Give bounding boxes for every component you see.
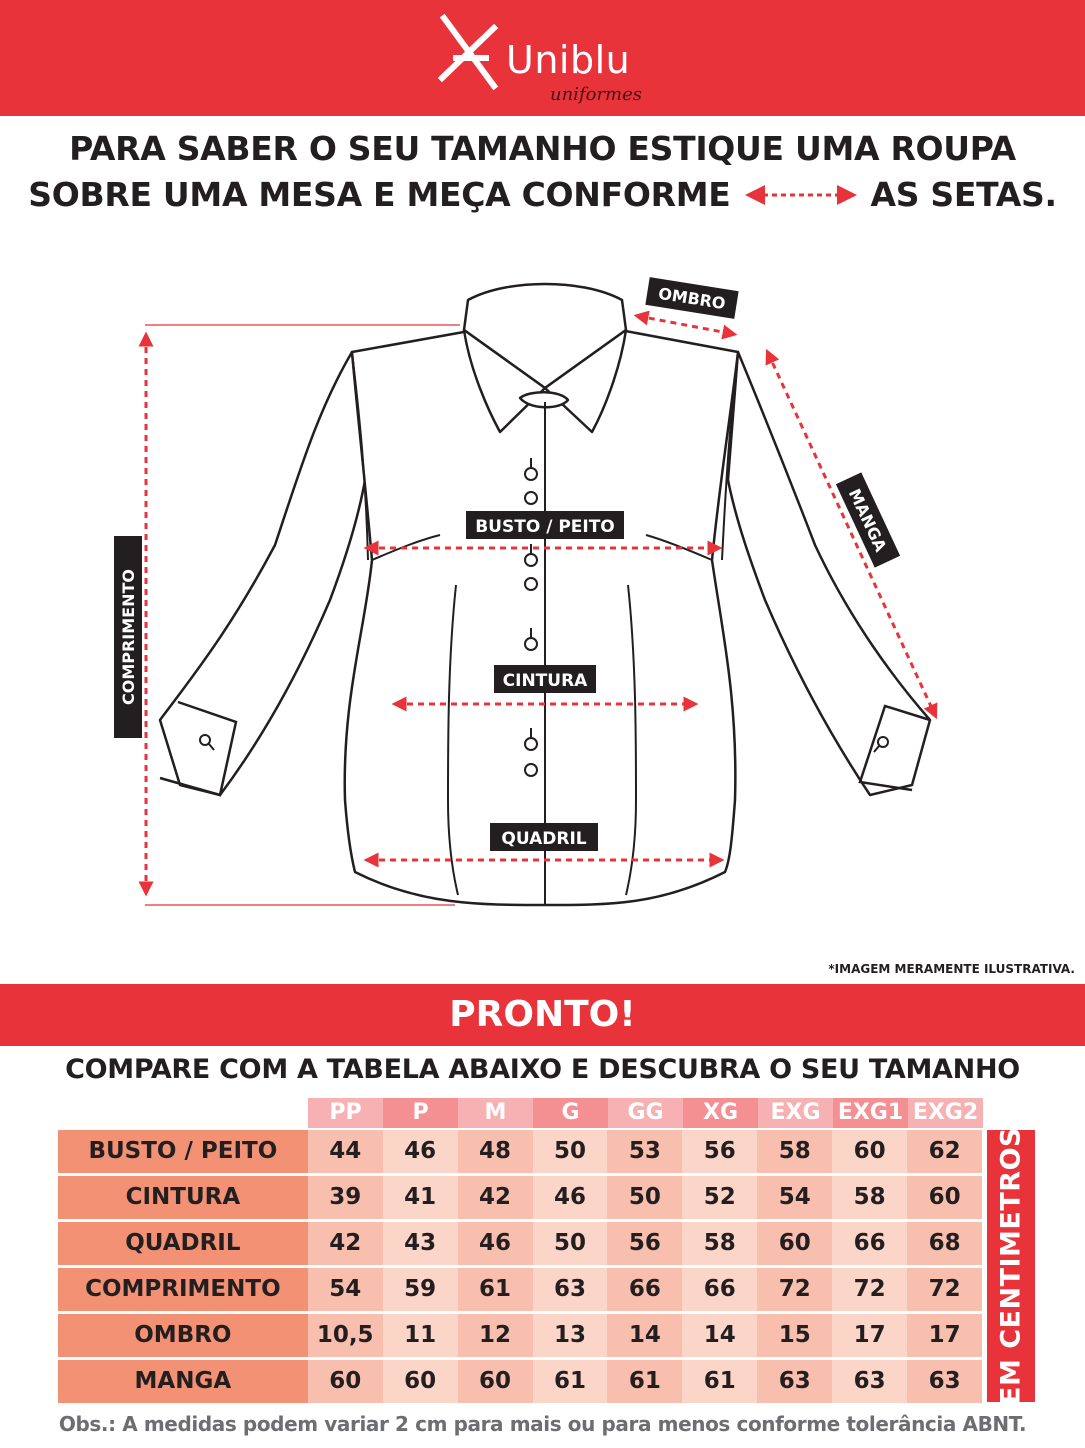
table-cell: 50	[533, 1222, 608, 1265]
table-cell: 63	[533, 1268, 608, 1311]
table-cell: 43	[383, 1222, 458, 1265]
table-cell: 46	[458, 1222, 533, 1265]
table-cell: 68	[907, 1222, 982, 1265]
table-cell: 58	[757, 1130, 832, 1173]
table-cell: 10,5	[308, 1314, 383, 1357]
table-row-manga	[58, 1360, 982, 1403]
table-cell: 60	[757, 1222, 832, 1265]
label-cintura	[494, 665, 596, 693]
size-head-exg1: EXG1	[833, 1098, 908, 1128]
table-cell: 63	[757, 1360, 832, 1403]
table-cell: 62	[907, 1130, 982, 1173]
instructions-line-2-start: SOBRE UMA MESA E MEÇA CONFORME	[28, 175, 731, 214]
table-cell: 60	[383, 1360, 458, 1403]
brand-name: Uniblu	[506, 38, 631, 82]
footnote: Obs.: A medidas podem variar 2 cm para mais ou para menos conforme tolerância ABNT.	[58, 1412, 1027, 1436]
size-header-row	[308, 1098, 983, 1128]
instructions-line-2-end: AS SETAS.	[870, 175, 1057, 214]
double-arrow-icon	[745, 182, 857, 208]
table-cell: 13	[533, 1314, 608, 1357]
row-label: CINTURA	[58, 1176, 308, 1219]
table-cell: 52	[682, 1176, 757, 1219]
table-cell: 66	[607, 1268, 682, 1311]
svg-text:COMPRIMENTO: COMPRIMENTO	[119, 568, 138, 706]
header-bar	[0, 0, 1085, 116]
table-cell: 50	[533, 1130, 608, 1173]
table-row-busto	[58, 1130, 982, 1173]
table-cell: 61	[607, 1360, 682, 1403]
size-head-pp: PP	[308, 1098, 383, 1128]
table-cell: 17	[832, 1314, 907, 1357]
table-cell: 54	[757, 1176, 832, 1219]
table-cell: 39	[308, 1176, 383, 1219]
table-cell: 63	[832, 1360, 907, 1403]
table-cell: 58	[682, 1222, 757, 1265]
svg-text:MANGA: MANGA	[844, 485, 891, 555]
size-head-gg: GG	[608, 1098, 683, 1128]
table-cell: 54	[308, 1268, 383, 1311]
table-cell: 58	[832, 1176, 907, 1219]
table-cell: 60	[832, 1130, 907, 1173]
table-cell: 42	[308, 1222, 383, 1265]
table-cell: 44	[308, 1130, 383, 1173]
table-cell: 66	[682, 1268, 757, 1311]
table-cell: 41	[383, 1176, 458, 1219]
size-head-m: M	[458, 1098, 533, 1128]
table-cell: 17	[907, 1314, 982, 1357]
svg-text:BUSTO / PEITO: BUSTO / PEITO	[475, 517, 615, 537]
instructions	[0, 126, 1085, 218]
size-head-exg2: EXG2	[908, 1098, 983, 1128]
table-cell: 61	[533, 1360, 608, 1403]
table-cell: 61	[682, 1360, 757, 1403]
image-disclaimer: *IMAGEM MERAMENTE ILUSTRATIVA.	[828, 962, 1075, 976]
label-busto	[466, 511, 624, 539]
table-cell: 60	[458, 1360, 533, 1403]
table-cell: 60	[907, 1176, 982, 1219]
table-cell: 12	[458, 1314, 533, 1357]
row-label: MANGA	[58, 1360, 308, 1403]
brand-logo	[436, 8, 676, 108]
table-cell: 14	[682, 1314, 757, 1357]
label-comprimento	[114, 536, 142, 738]
table-row-cintura	[58, 1176, 982, 1219]
table-cell: 60	[308, 1360, 383, 1403]
ombro-arrow	[638, 316, 733, 334]
table-cell: 72	[832, 1268, 907, 1311]
pronto-heading: PRONTO!	[449, 994, 636, 1035]
unit-bar	[987, 1127, 1035, 1405]
table-cell: 46	[383, 1130, 458, 1173]
table-cell: 53	[607, 1130, 682, 1173]
label-ombro	[645, 277, 738, 319]
table-cell: 15	[757, 1314, 832, 1357]
row-label: COMPRIMENTO	[58, 1268, 308, 1311]
size-head-xg: XG	[683, 1098, 758, 1128]
shirt-diagram	[100, 262, 980, 922]
row-label: BUSTO / PEITO	[58, 1130, 308, 1173]
table-row-ombro	[58, 1314, 982, 1357]
table-cell: 72	[907, 1268, 982, 1311]
table-cell: 50	[607, 1176, 682, 1219]
table-cell: 59	[383, 1268, 458, 1311]
svg-text:OMBRO: OMBRO	[657, 283, 727, 314]
size-head-p: P	[383, 1098, 458, 1128]
unit-label: EM CENTIMETROS	[995, 1127, 1027, 1405]
table-cell: 56	[682, 1130, 757, 1173]
svg-text:QUADRIL: QUADRIL	[501, 829, 587, 849]
svg-text:CINTURA: CINTURA	[502, 671, 588, 691]
table-cell: 56	[607, 1222, 682, 1265]
table-cell: 63	[907, 1360, 982, 1403]
table-cell: 48	[458, 1130, 533, 1173]
size-head-exg: EXG	[758, 1098, 833, 1128]
compare-title: COMPARE COM A TABELA ABAIXO E DESCUBRA O SEU TAMANHO	[65, 1054, 1020, 1085]
label-quadril	[490, 823, 598, 851]
brand-tagline: uniformes	[550, 84, 643, 105]
table-cell: 11	[383, 1314, 458, 1357]
table-row-quadril	[58, 1222, 982, 1265]
brand-logo-mark-icon	[436, 14, 506, 94]
pronto-bar	[0, 984, 1085, 1046]
table-cell: 14	[607, 1314, 682, 1357]
instructions-line-2	[0, 172, 1085, 218]
row-label: OMBRO	[58, 1314, 308, 1357]
table-cell: 72	[757, 1268, 832, 1311]
table-cell: 66	[832, 1222, 907, 1265]
table-cell: 61	[458, 1268, 533, 1311]
size-head-g: G	[533, 1098, 608, 1128]
label-manga	[836, 472, 900, 567]
table-row-comprimento	[58, 1268, 982, 1311]
table-cell: 46	[533, 1176, 608, 1219]
row-label: QUADRIL	[58, 1222, 308, 1265]
table-cell: 42	[458, 1176, 533, 1219]
instructions-line-1: PARA SABER O SEU TAMANHO ESTIQUE UMA ROUPA	[69, 129, 1016, 168]
